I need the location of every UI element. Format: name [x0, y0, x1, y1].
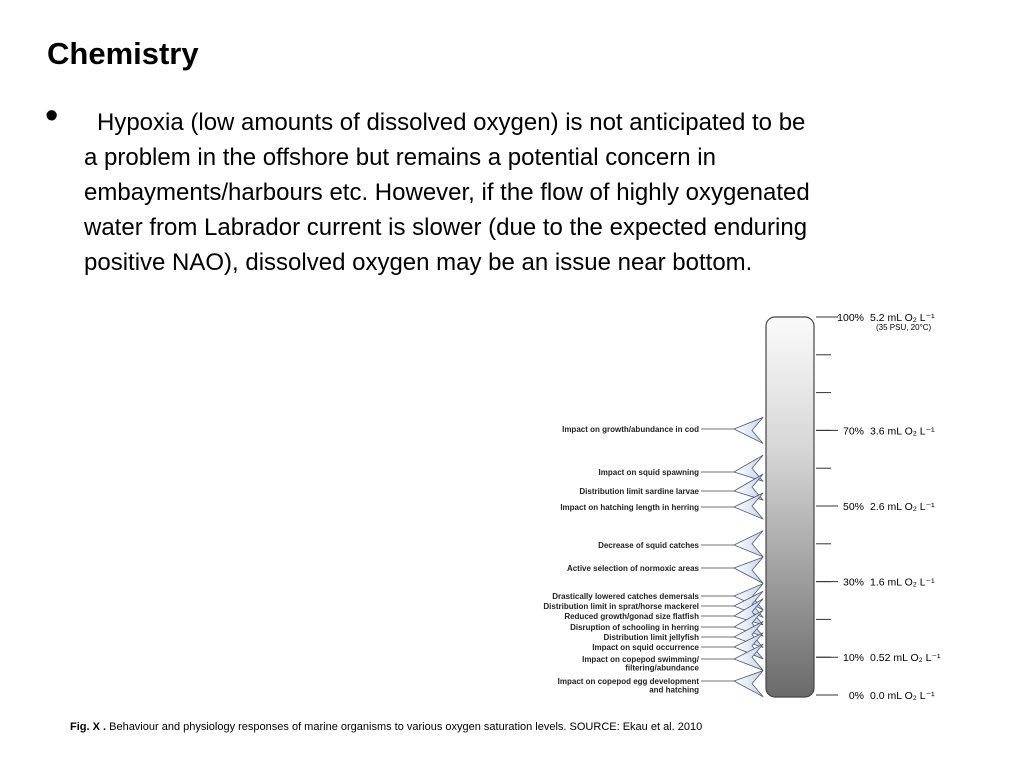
scale-concentration-label: 3.6 mL O₂ L⁻¹: [870, 425, 935, 438]
bullet-line: positive NAO), dissolved oxygen may be an issue near bottom.: [84, 249, 753, 276]
response-arrowhead: [734, 671, 763, 697]
response-item: [598, 531, 763, 557]
response-label: Impact on copepod swimming/: [582, 655, 699, 664]
scale-percent-label: 0%: [848, 690, 864, 702]
response-item: [567, 557, 763, 583]
response-item: [599, 455, 763, 481]
scale-percent-label: 30%: [842, 576, 864, 589]
caption-text: Behaviour and physiology responses of marine organisms to various oxygen saturation levels. SOURCE: Ekau et al. 2010: [106, 721, 703, 733]
scale-percent-label: 10%: [842, 652, 864, 665]
bullet-line: embayments/harbours etc. However, if the flow of highly oxygenated: [84, 179, 810, 206]
bullet-line: a problem in the offshore but remains a potential concern in: [84, 144, 716, 171]
bullet-line: Hypoxia (low amounts of dissolved oxygen) is not anticipated to be: [97, 109, 806, 136]
scale-note: (35 PSU, 20°C): [876, 323, 932, 332]
response-label: Distribution limit sardine larvae: [579, 487, 699, 496]
scale-percent-label: 100%: [837, 312, 864, 324]
response-label: Disruption of schooling in herring: [570, 623, 699, 632]
slide-title: Chemistry: [47, 36, 199, 71]
response-item: [558, 671, 763, 697]
scale-concentration-label: 2.6 mL O₂ L⁻¹: [870, 501, 935, 513]
response-label: filtering/abundance: [625, 663, 699, 673]
response-label: Impact on squid occurrence: [592, 643, 699, 652]
response-label: Impact on copepod egg development: [557, 677, 699, 686]
scale-concentration-label: 1.6 mL O₂ L⁻¹: [870, 576, 935, 589]
response-label: and hatching: [649, 685, 699, 695]
scale-percent-label: 70%: [842, 425, 864, 438]
response-label: Active selection of normoxic areas: [566, 564, 699, 573]
response-label: Reduced growth/gonad size flatfish: [564, 612, 699, 621]
response-label: Distribution limit in sprat/horse mackerel: [543, 602, 699, 611]
scale-concentration-label: 5.2 mL O₂ L⁻¹: [870, 312, 935, 324]
scale-percent-label: 50%: [842, 501, 864, 513]
bullet-marker: •: [45, 95, 59, 137]
response-arrowhead: [734, 557, 763, 583]
scale-concentration-label: 0.0 mL O₂ L⁻¹: [870, 690, 935, 702]
response-arrowhead: [734, 493, 763, 519]
response-item: [560, 493, 763, 519]
response-label: Decrease of squid catches: [598, 541, 699, 550]
response-label: Distribution limit jellyfish: [603, 633, 699, 642]
figure-caption: [70, 721, 702, 733]
response-label: Impact on hatching length in herring: [560, 503, 699, 512]
response-item: [562, 417, 763, 443]
response-item: [579, 474, 763, 500]
response-arrowhead: [734, 417, 763, 443]
response-label: Impact on squid spawning: [598, 468, 699, 477]
response-label: Drastically lowered catches demersals: [552, 592, 699, 601]
response-arrowhead: [734, 531, 763, 557]
response-label: Impact on growth/abundance in cod: [562, 425, 699, 434]
bullet-line: water from Labrador current is slower (due to the expected enduring: [84, 214, 808, 241]
figure-label: Fig. X .: [70, 721, 107, 733]
oxygen-saturation-tube: [766, 317, 814, 697]
scale-concentration-label: 0.52 mL O₂ L⁻¹: [870, 652, 941, 665]
